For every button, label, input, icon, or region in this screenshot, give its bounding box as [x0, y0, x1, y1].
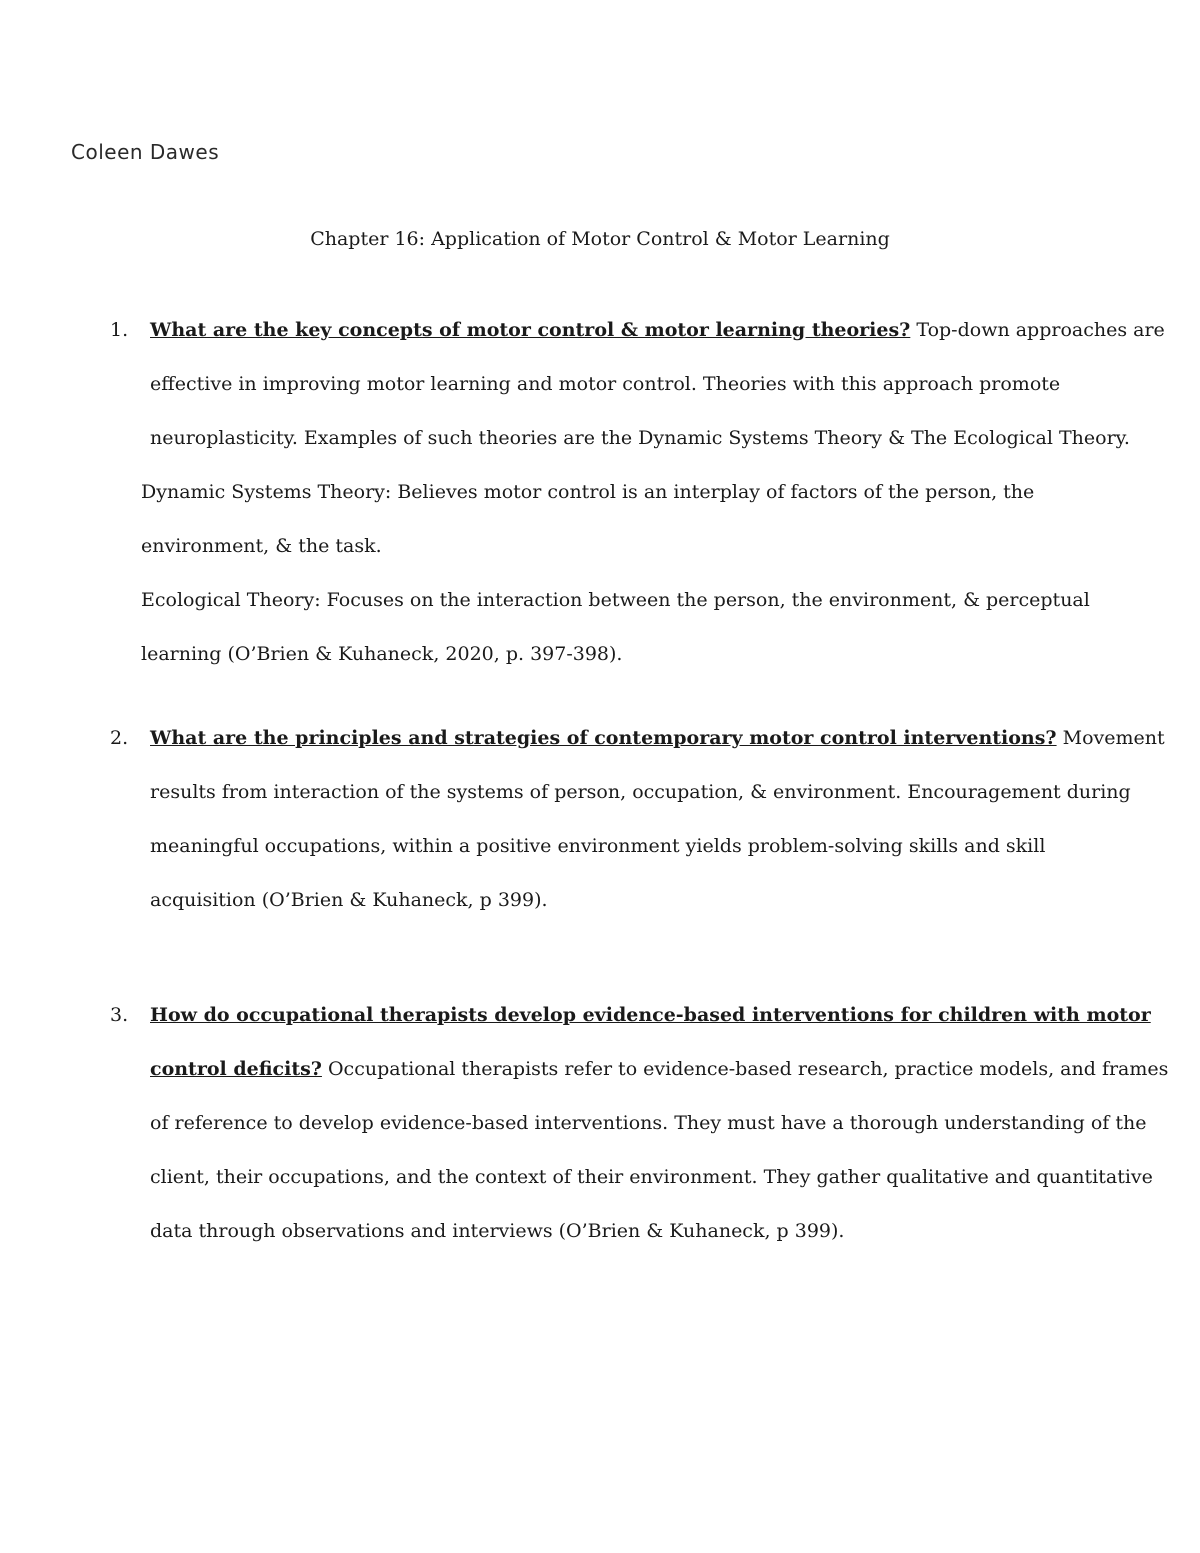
question-1-line-7: learning (O’Brien & Kuhaneck, 2020, p. 397-398).	[141, 643, 623, 665]
question-3	[110, 988, 1169, 1258]
question-1-answer-start: Top-down approaches are	[910, 319, 1165, 341]
question-1-heading: What are the key concepts of motor control & motor learning theories?	[150, 319, 911, 341]
question-3-line-4: client, their occupations, and the context of their environment. They gather qualitative and quantitative	[150, 1166, 1153, 1188]
author-name: Coleen Dawes	[71, 140, 220, 164]
question-1-line-1	[110, 303, 1165, 357]
question-3-answer-start: Occupational therapists refer to evidence-based research, practice models, and frames	[321, 1058, 1169, 1080]
question-2-answer-start: Movement	[1056, 727, 1165, 749]
question-2-line-1	[110, 711, 1165, 765]
question-1	[110, 303, 1165, 681]
question-1-line-2: effective in improving motor learning and motor control. Theories with this approach promote	[150, 373, 1061, 395]
question-1-line-4: Dynamic Systems Theory: Believes motor control is an interplay of factors of the person, the	[141, 481, 1035, 503]
question-1-line-5: environment, & the task.	[141, 535, 382, 557]
page-title: Chapter 16: Application of Motor Control & Motor Learning	[310, 228, 890, 250]
question-3-line-3: of reference to develop evidence-based interventions. They must have a thorough understanding of the	[150, 1112, 1147, 1134]
question-1-line-6: Ecological Theory: Focuses on the interaction between the person, the environment, & perceptual	[141, 589, 1090, 611]
question-3-line-5: data through observations and interviews (O’Brien & Kuhaneck, p 399).	[150, 1220, 845, 1242]
question-3-number: 3.	[110, 1004, 129, 1026]
question-2-line-2: results from interaction of the systems of person, occupation, & environment. Encouragement during	[150, 781, 1131, 803]
question-1-number: 1.	[110, 319, 129, 341]
question-1-line-3: neuroplasticity. Examples of such theories are the Dynamic Systems Theory & The Ecological Theory.	[150, 427, 1130, 449]
question-3-line-2	[110, 1042, 1169, 1096]
question-2-line-3: meaningful occupations, within a positive environment yields problem-solving skills and skill	[150, 835, 1046, 857]
question-3-heading-part-1: How do occupational therapists develop evidence-based interventions for children with motor	[150, 1004, 1151, 1026]
question-3-line-1	[110, 988, 1151, 1042]
question-3-heading-part-2: control deficits?	[150, 1058, 322, 1080]
question-2-number: 2.	[110, 727, 129, 749]
question-2-line-4: acquisition (O’Brien & Kuhaneck, p 399).	[150, 889, 548, 911]
question-2-heading: What are the principles and strategies of contemporary motor control interventions?	[150, 727, 1057, 749]
question-2	[110, 711, 1165, 927]
